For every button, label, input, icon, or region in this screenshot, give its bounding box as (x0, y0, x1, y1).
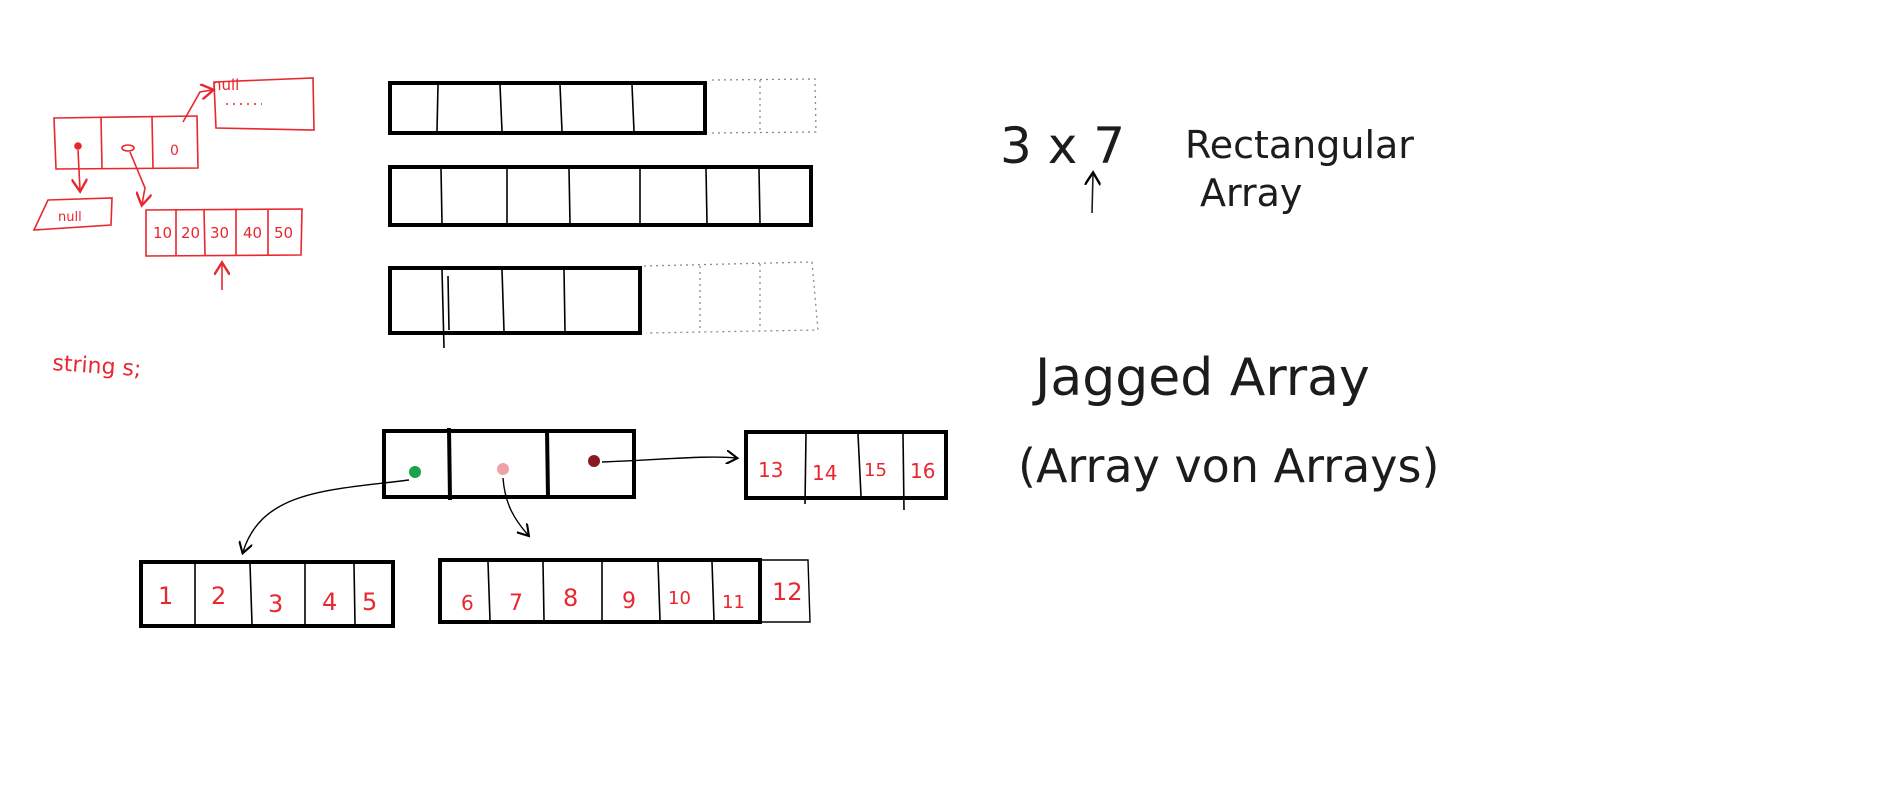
cell-divider (437, 85, 438, 131)
sub3-value: 13 (758, 458, 784, 482)
sub2-value: 6 (461, 591, 474, 615)
cell-divider (564, 270, 565, 331)
rectangular-label-line2: Array (1200, 171, 1303, 215)
pointer-array-divider (101, 117, 102, 168)
rectangular-array (390, 79, 818, 348)
rectangular-label-line1: Rectangular (1185, 123, 1414, 167)
arrow-to-null-left (78, 150, 80, 190)
cell-divider (502, 270, 504, 331)
sub1-value: 2 (211, 582, 227, 610)
arrow-to-sub-array-3 (602, 457, 736, 462)
cell-divider (712, 562, 714, 620)
string-declaration: string s; (51, 351, 143, 383)
rect-row-3 (390, 268, 640, 333)
pointer-array-divider (152, 117, 153, 168)
missing-cells-row-1 (712, 79, 816, 133)
reference-sketch (34, 76, 314, 382)
int-value: 40 (243, 224, 263, 242)
sub1-value: 3 (268, 590, 284, 618)
int-value: 10 (153, 224, 173, 242)
cell-divider (903, 434, 904, 510)
reference-dot-pink (497, 463, 509, 475)
sub1-value: 4 (322, 588, 338, 616)
cell-divider (488, 562, 490, 620)
pointer-dot (75, 143, 81, 149)
missing-cells-row-3 (644, 262, 818, 333)
reference-dot-green (409, 466, 421, 478)
arrow-to-int-array (130, 152, 145, 204)
root-divider (449, 428, 450, 500)
sub3-value: 16 (910, 459, 936, 483)
jagged-subtitle: (Array von Arrays) (1018, 439, 1440, 493)
cell-divider (560, 85, 562, 131)
sub1-value: 1 (158, 582, 174, 610)
third-cell-value: 0 (170, 143, 179, 159)
sub2-value: 9 (622, 589, 636, 614)
jagged-title: Jagged Array (1035, 348, 1370, 408)
dimensions-text: 3 x 7 (1000, 117, 1125, 175)
cell-divider (658, 562, 660, 620)
sub3-value: 15 (864, 460, 887, 481)
reference-dot-maroon (588, 455, 600, 467)
null-label-left: null (58, 210, 82, 225)
int-value: 50 (274, 224, 294, 242)
cell-divider (543, 562, 544, 620)
sub2-value: 10 (668, 588, 691, 609)
cell-divider (759, 169, 760, 223)
sub2-value: 7 (509, 591, 523, 616)
pointer-dot (122, 145, 134, 151)
dimensions-label (1000, 117, 1414, 215)
cell-divider (706, 169, 707, 223)
dimension-up-arrow (1092, 174, 1093, 213)
jagged-labels (1018, 348, 1439, 493)
sub2-value: 8 (563, 584, 579, 612)
cell-divider (250, 564, 252, 624)
jagged-array (141, 428, 946, 626)
sub2-extra-value: 12 (772, 578, 803, 606)
int-value: 20 (181, 224, 201, 242)
cell-divider (858, 434, 861, 496)
sub1-value: 5 (362, 588, 378, 616)
null-label-top: null (212, 76, 240, 94)
cell-divider (569, 169, 570, 223)
cell-divider (805, 434, 806, 504)
cell-divider (354, 564, 355, 624)
cell-divider (441, 169, 442, 223)
cell-divider (442, 270, 444, 348)
cell-divider (448, 276, 449, 330)
cell-divider (500, 85, 502, 131)
rect-row-2 (390, 167, 811, 225)
sub3-value: 14 (812, 461, 838, 485)
cell-divider (632, 85, 634, 131)
arrow-to-sub-array-2 (503, 478, 528, 535)
root-divider (547, 429, 548, 498)
int-array-divider (204, 210, 205, 255)
int-value: 30 (210, 224, 230, 242)
sub2-value: 11 (722, 592, 745, 613)
